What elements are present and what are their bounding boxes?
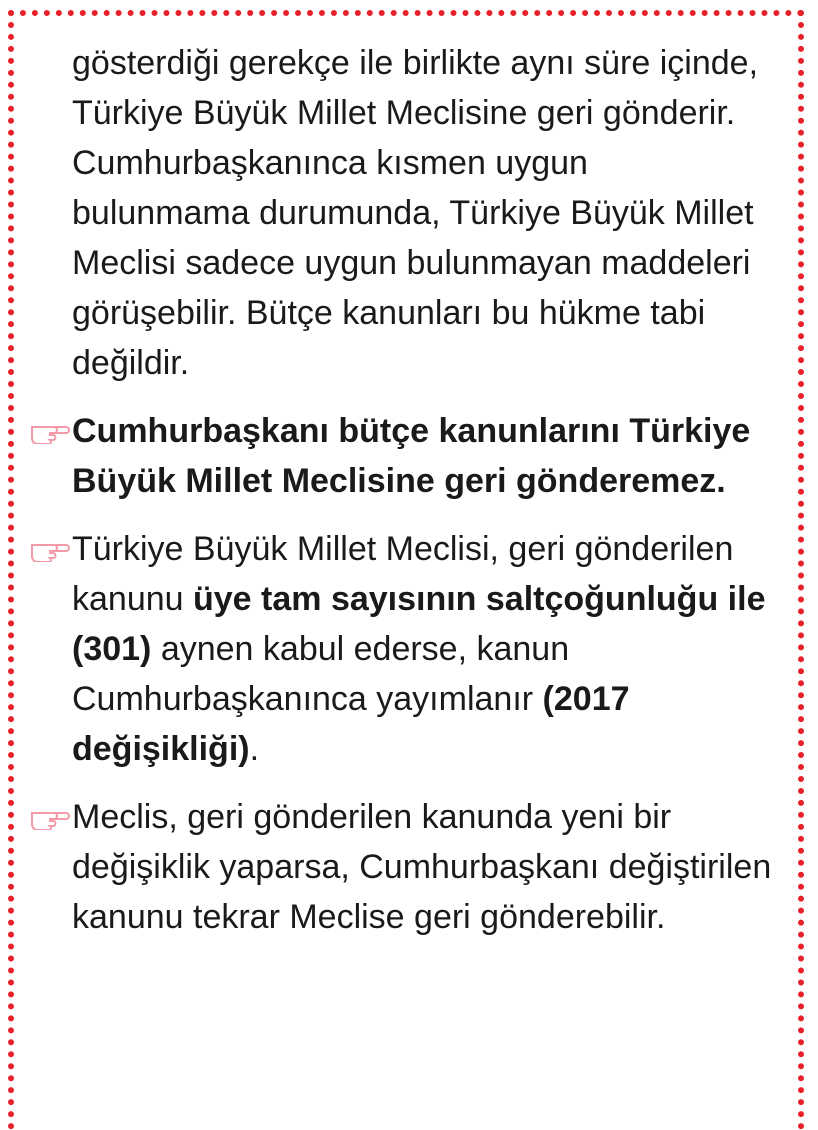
bullet-2-text-c: . bbox=[249, 730, 260, 768]
bullet-item-1 bbox=[34, 406, 774, 506]
pointing-hand-icon bbox=[30, 804, 70, 830]
document-content bbox=[34, 38, 774, 960]
bullet-item-2 bbox=[34, 524, 774, 774]
bullet-item-3 bbox=[34, 792, 774, 942]
bullet-2-text-a: Türkiye Büyük Millet Meclisi, geri gönderilen kanunu bbox=[72, 530, 734, 618]
intro-paragraph: gösterdiği gerekçe ile birlikte aynı süre içinde, Türkiye Büyük Millet Meclisine geri gönderir. Cumhurbaşkanınca kısmen uygun bulunmama durumunda, Türkiye Büyük Millet Meclisi sadece uygun bulunmayan maddeleri görüşebilir. Bütçe kanunları bu hükme tabi değildir. bbox=[72, 44, 759, 382]
bullet-2-text-b: aynen kabul ederse, kanun Cumhurbaşkanınca yayımlanır bbox=[72, 630, 570, 718]
bullet-2-bold-b: (2017 değişikliği) bbox=[72, 680, 630, 768]
bullet-2-bold-a: üye tam sayısının saltçoğunluğu ile (301) bbox=[72, 580, 766, 668]
pointing-hand-icon bbox=[30, 536, 70, 562]
pointing-hand-icon bbox=[30, 418, 70, 444]
bullet-3-text: Meclis, geri gönderilen kanunda yeni bir değişiklik yaparsa, Cumhurbaşkanı değiştirilen kanunu tekrar Meclise geri gönderebilir. bbox=[72, 798, 772, 936]
bullet-1-text: Cumhurbaşkanı bütçe kanunlarını Türkiye Büyük Millet Meclisine geri gönderemez. bbox=[72, 412, 751, 500]
